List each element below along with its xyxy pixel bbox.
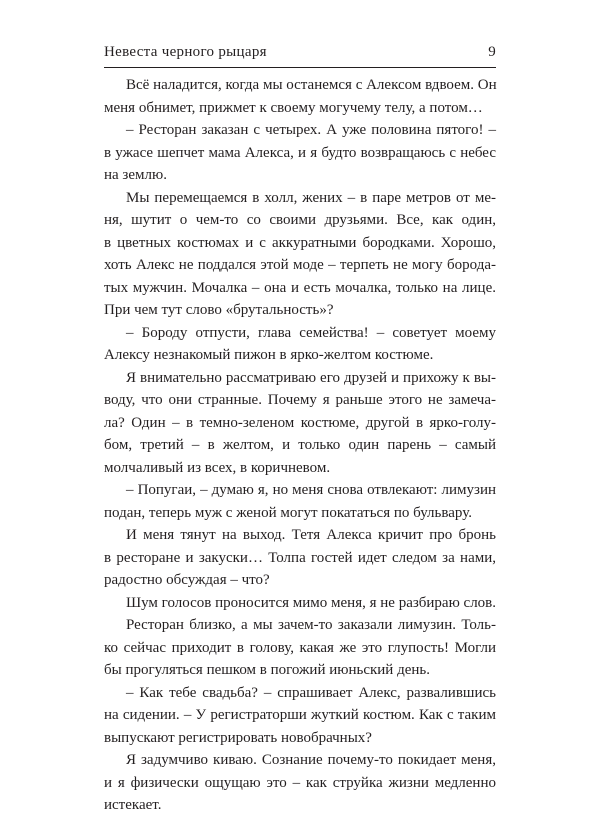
paragraph [104, 74, 496, 119]
text-line: Шум голосов проносится мимо меня, я не разбираю слов. [126, 594, 497, 611]
text-line: на землю. [104, 167, 167, 183]
text-line: – Как тебе свадьба? – спрашивает Алекс, развалившись [126, 684, 496, 701]
text-line: Всё наладится, когда мы останемся с Алексом вдвоем. Он [126, 77, 497, 93]
paragraph [104, 524, 496, 592]
text-line: меня обнимет, прижмет к своему могучему телу, а потом… [104, 99, 483, 116]
paragraph [104, 119, 496, 187]
text-line: Алексу незнакомый пижон в ярко-желтом костюме. [104, 347, 434, 363]
text-line: Ресторан близко, а мы зачем-то заказали лимузин. Толь- [126, 617, 496, 633]
text-line: Я внимательно рассматриваю его друзей и прихожу к вы- [126, 369, 496, 386]
text-line: в ужасе шепчет мама Алекса, и я будто возвращаюсь с небес [104, 144, 496, 161]
text-line: – Попугаи, – думаю я, но меня снова отвлекают: лимузин [126, 482, 496, 498]
paragraph [104, 479, 496, 524]
running-header [104, 44, 496, 64]
paragraph [104, 592, 496, 615]
paragraph [104, 682, 496, 750]
page-number: 9 [488, 44, 496, 60]
text-line: И меня тянут на выход. Тетя Алекса кричит про бронь [126, 527, 496, 543]
text-line: воду, что они странные. Почему я раньше этого не замеча- [104, 392, 496, 408]
text-line: ко сейчас приходит в голову, какая же это глупость! Могли [104, 639, 496, 656]
text-line: в цветных костюмах и с аккуратными бородками. Хорошо, [104, 234, 496, 251]
text-line: ня, шутит о чем-то со своими друзьями. Все, как один, [104, 212, 496, 228]
text-line: Мы перемещаемся в холл, жених – в паре метров от ме- [126, 189, 496, 206]
text-line: в ресторане и закуски… Толпа гостей идет следом за нами, [104, 549, 496, 566]
text-line: бы прогуляться пешком в погожий июньский день. [104, 662, 430, 678]
text-line: радостно обсуждая – что? [104, 572, 270, 588]
text-line: тых мужчин. Мочалка – она и есть мочалка, только на лице. [104, 279, 496, 296]
book-title: Невеста черного рыцаря [104, 44, 267, 60]
text-line: – Бороду отпусти, глава семейства! – советует моему [126, 324, 496, 341]
header-rule [104, 67, 496, 68]
paragraph [104, 749, 496, 817]
text-line: выпускают регистрировать новобрачных? [104, 729, 372, 746]
text-line: и я физически ощущаю это – как струйка жизни медленно [104, 774, 496, 791]
text-line: хоть Алекс не поддался этой моде – терпеть не могу борода- [104, 257, 496, 273]
text-line: – Ресторан заказан с четырех. А уже половина пятого! – [126, 122, 496, 138]
text-line: бом, третий – в желтом, и только один парень – самый [104, 437, 496, 453]
text-line: При чем тут слово «брутальность»? [104, 302, 334, 318]
text-line: на сидении. – У регистраторши жуткий костюм. Как с таким [104, 707, 496, 723]
paragraph [104, 614, 496, 682]
text-line: Я задумчиво киваю. Сознание почему-то покидает меня, [126, 752, 496, 768]
text-line: истекает. [104, 797, 162, 813]
text-line: ла? Один – в темно-зеленом костюме, другой в ярко-голу- [104, 414, 496, 431]
body-text [104, 74, 496, 817]
text-line: молчаливый из всех, в коричневом. [104, 459, 331, 476]
paragraph [104, 367, 496, 480]
text-line: подан, теперь муж с женой могут покататься по бульвару. [104, 504, 472, 521]
paragraph [104, 322, 496, 367]
paragraph [104, 187, 496, 322]
